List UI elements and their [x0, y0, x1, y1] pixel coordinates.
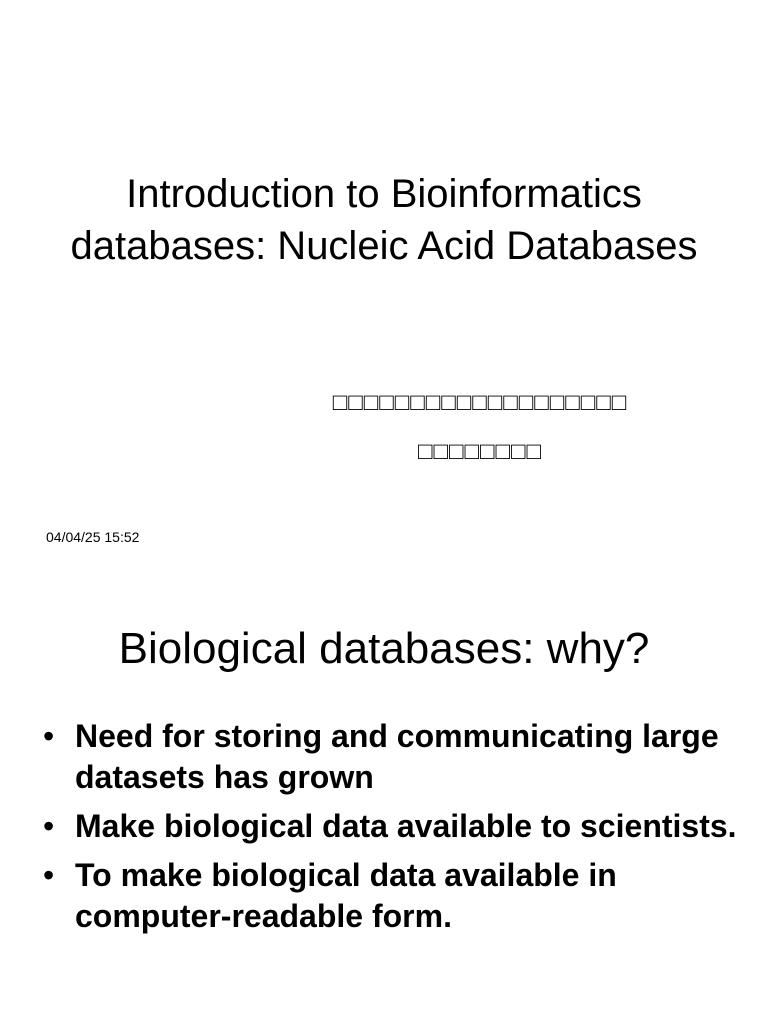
- bullet-dot-icon: •: [43, 718, 55, 754]
- bullet-item: [40, 806, 740, 847]
- bullet-item: [40, 855, 740, 937]
- section-title: Biological databases: why?: [118, 624, 650, 673]
- bullet-list: [40, 716, 740, 945]
- subtitle-line-1: □□□□□□□□□□□□□□□□□□□: [332, 389, 628, 416]
- subtitle-line-2: □□□□□□□□: [418, 438, 542, 465]
- bullet-text: Need for storing and communicating large datasets has grown: [75, 718, 719, 795]
- bullet-text: To make biological data available in computer-readable form.: [75, 857, 617, 934]
- bullet-dot-icon: •: [43, 808, 55, 844]
- bullet-dot-icon: •: [43, 857, 55, 893]
- bullet-text: Make biological data available to scientists.: [75, 808, 737, 844]
- bullet-item: [40, 716, 740, 798]
- slide-timestamp: 04/04/25 15:52: [46, 529, 140, 545]
- slide-title: Introduction to Bioinformatics databases: Nucleic Acid Databases: [70, 172, 698, 268]
